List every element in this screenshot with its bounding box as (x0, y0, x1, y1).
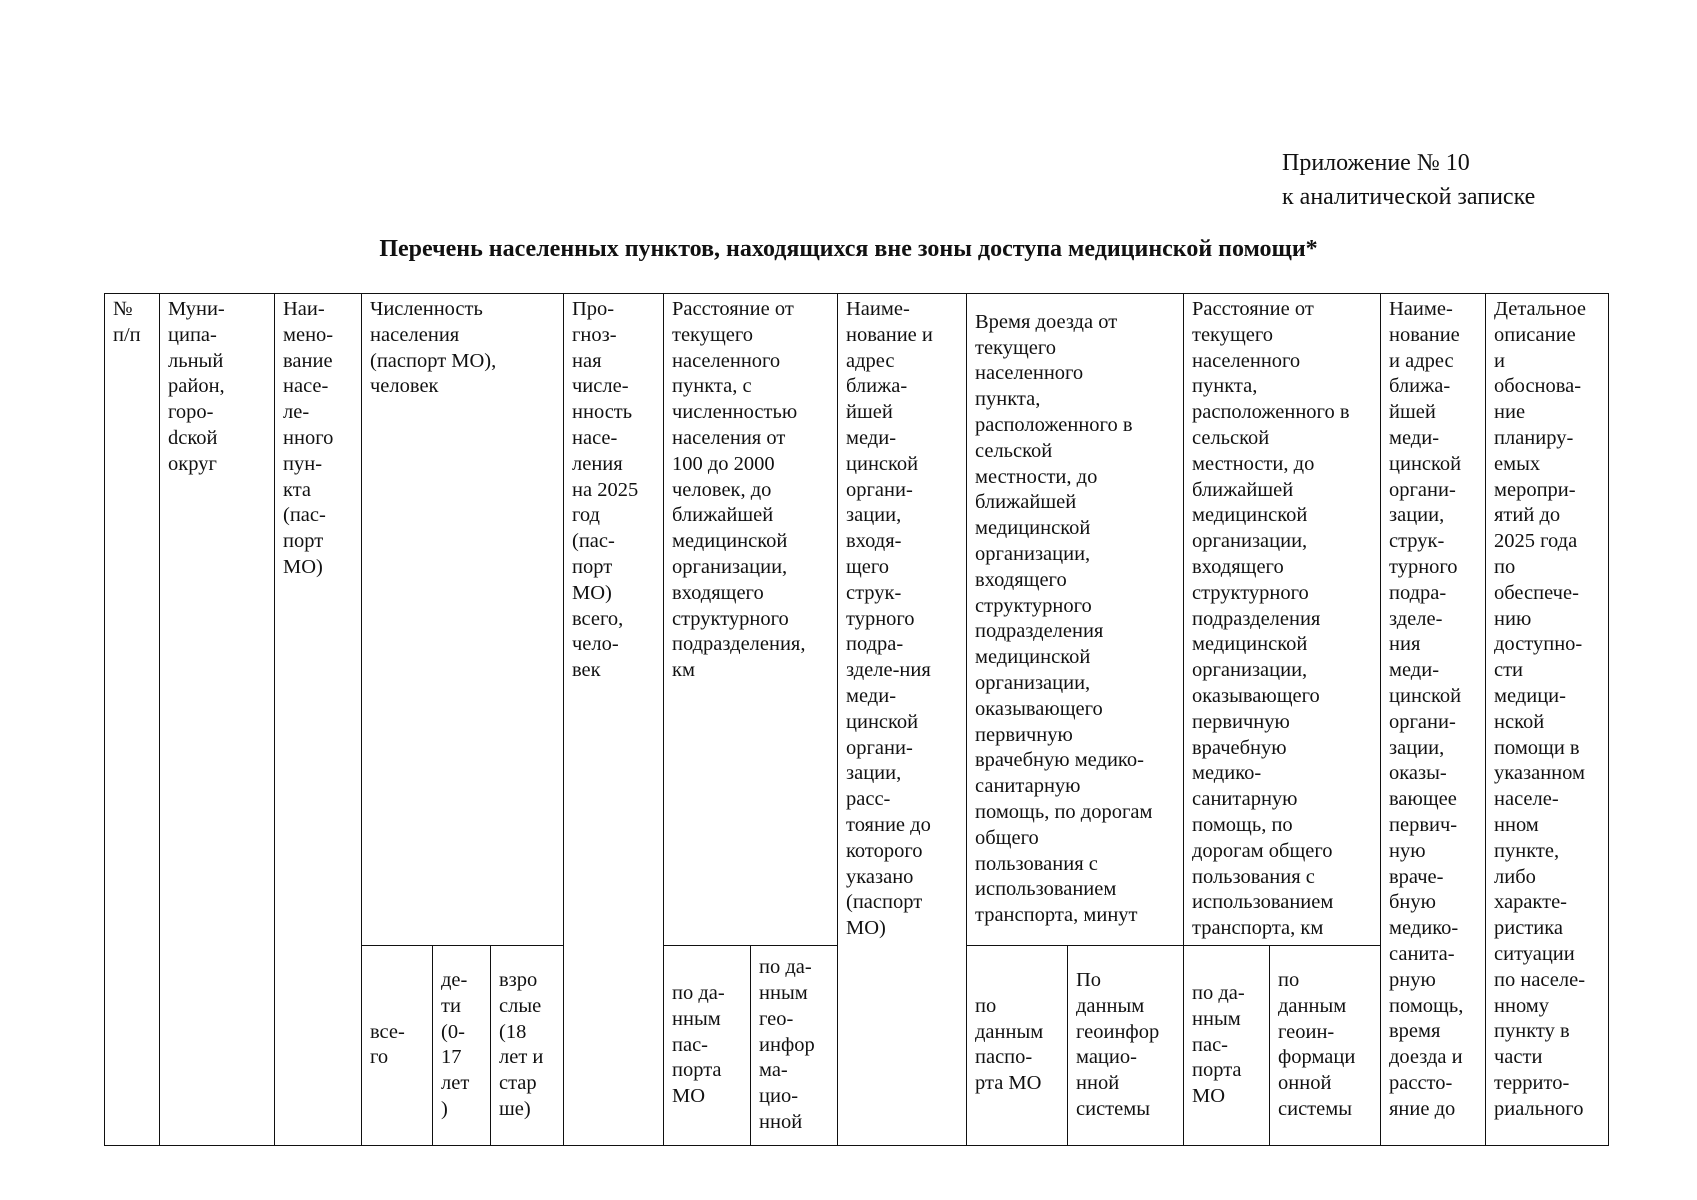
subheader-population-total: все- го (362, 945, 433, 1145)
header-municipal-district: Муни- ципа- льный район, горо- dской округ (160, 294, 275, 1146)
subheader-distance-gis: по да- нным гео- инфор ма- цио- нной (751, 945, 838, 1145)
subheader-population-children: де- ти (0- 17 лет ) (433, 945, 491, 1145)
settlements-table (104, 293, 1609, 1146)
header-distance-100-2000: Расстояние от текущего населенного пункта, с численностью населения от 100 до 2000 человек, до ближайшей медицинской организации, входящего структурного подразделения, км (664, 294, 838, 946)
subheader-time-gis: По данным геоинфор мацио- нной системы (1068, 945, 1184, 1145)
header-population: Численность населения (паспорт МО), человек (362, 294, 564, 946)
subheader-time-passport: по данным паспо- рта МО (967, 945, 1068, 1145)
header-settlement-name: Наи- мено- вание насе- ле- нного пун- кта (пас- порт МО) (275, 294, 362, 1146)
subheader-distance-passport: по да- нным пас- порта МО (664, 945, 751, 1145)
header-description: Детальное описание и обоснова- ние планиру- емых меропри- ятий до 2025 года по обеспече- нию доступно- сти медици- нской помощи в указанном населе- нном пункте, либо характе- ристика ситуации по населе- нному пункту в части террито- риального (1486, 294, 1609, 1146)
header-nearest-organization: Наиме- нование и адрес ближа- йшей меди- цинской органи- зации, входя- щего струк- турного подра- зделе-ния меди- цинской органи- зации, расс- тояние до которого указано (паспорт МО) (838, 294, 967, 1146)
header-forecast-population: Про- гноз- ная числе- нность насе- ления на 2025 год (пас- порт МО) всего, чело- век (564, 294, 664, 1146)
header-nearest-primary-care: Наиме- нование и адрес ближа- йшей меди- цинской органи- зации, струк- турного подра- зделе- ния меди- цинской органи- зации, оказы- вающее первич- ную врачe- бную медико- санита- рную помощь, время доезда и рассто- яние до (1381, 294, 1486, 1146)
header-travel-time: Время доезда от текущего населенного пункта, расположенного в сельской местности, до ближайшей медицинской организации, входящего структурного подразделения медицинской организации, оказывающего первичную врачебную медико- санитарную помощь, по дорогам общего пользования с использованием транспорта, минут (967, 294, 1184, 946)
document-title: Перечень населенных пунктов, находящихся вне зоны доступа медицинской помощи* (379, 236, 1318, 262)
header-number: № п/п (105, 294, 160, 1146)
subheader-population-adults: взро слые (18 лет и стар ше) (491, 945, 564, 1145)
appendix-reference: к аналитической записке (1282, 184, 1536, 210)
subheader-rural-gis: по данным геоин- формаци онной системы (1270, 945, 1381, 1145)
appendix-number: Приложение № 10 (1282, 150, 1470, 176)
table-header-row (105, 294, 1609, 946)
subheader-rural-passport: по да- нным пас- порта МО (1184, 945, 1270, 1145)
header-distance-rural: Расстояние от текущего населенного пункта, расположенного в сельской местности, до ближайшей медицинской организации, входящего структурного подразделения медицинской организации, оказывающего первичную врачебную медико- санитарную помощь, по дорогам общего пользования с использованием транспорта, км (1184, 294, 1381, 946)
appendix-heading (1282, 146, 1535, 214)
